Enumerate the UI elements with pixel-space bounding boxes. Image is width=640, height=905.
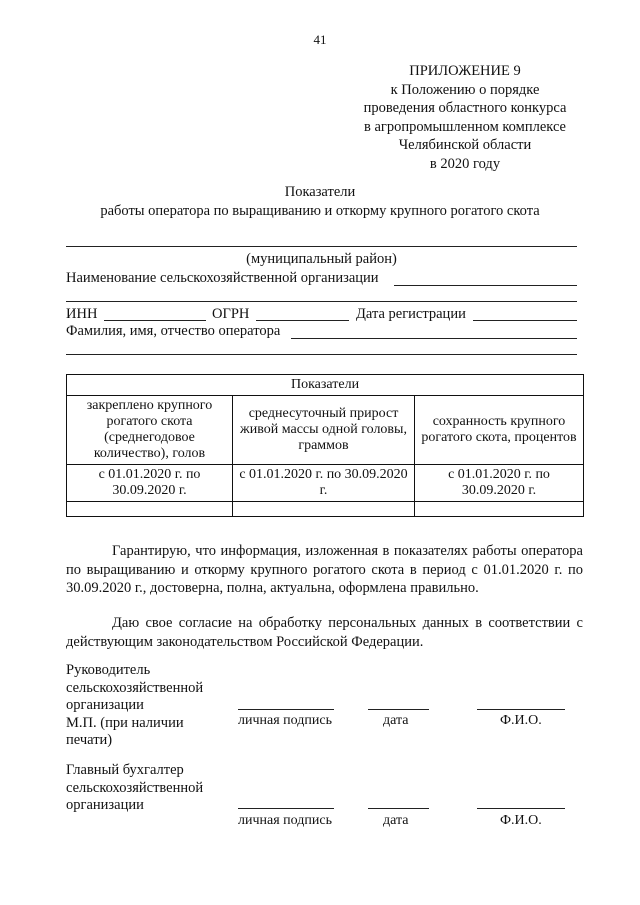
period-cell: с 01.01.2020 г. по 30.09.2020 г.	[415, 465, 584, 502]
column-cattle-count: закреплено крупного рогатого скота (среднегодовое количество), голов	[67, 396, 233, 465]
table-columns-row	[67, 396, 584, 465]
org-name-field[interactable]	[394, 285, 577, 286]
role-line: М.П. (при наличии	[66, 714, 184, 731]
column-survival-rate: сохранность крупного рогатого скота, процентов	[415, 396, 584, 465]
appendix-line: в агропромышленном комплексе	[363, 118, 566, 135]
ogrn-field[interactable]	[256, 320, 349, 321]
appendix-line: в 2020 году	[429, 155, 501, 172]
table-cell[interactable]	[67, 502, 233, 517]
district-caption: (муниципальный район)	[246, 251, 397, 267]
director-signature-line[interactable]	[238, 709, 334, 710]
director-date-line[interactable]	[368, 709, 429, 710]
district-blank-line[interactable]	[66, 246, 577, 247]
reg-date-label: Дата регистрации	[356, 306, 466, 322]
name-label: Ф.И.О.	[500, 813, 542, 828]
period-cell: с 01.01.2020 г. по 30.09.2020 г.	[233, 465, 415, 502]
date-label: дата	[383, 713, 409, 728]
role-line: организации	[66, 697, 144, 713]
role-line: сельскохозяйственной	[66, 779, 204, 796]
org-name-field-cont[interactable]	[66, 301, 577, 302]
indicators-table	[66, 374, 584, 517]
consent-paragraph: Даю свое согласие на обработку персональных данных в соответствии с действующим законодательством Российской Федерации.	[66, 615, 583, 650]
table-cell[interactable]	[233, 502, 415, 517]
role-line: Главный бухгалтер	[66, 762, 184, 778]
document-title-line1: Показатели	[284, 184, 356, 200]
org-name-label: Наименование сельскохозяйственной организации	[66, 270, 379, 286]
appendix-line: Челябинской области	[398, 137, 532, 153]
guarantee-paragraph: Гарантирую, что информация, изложенная в показателях работы оператора по выращиванию и откорму крупного рогатого скота в период с 01.01.2020 г. по 30.09.2020 г., достоверна, полна, актуальна, оформлена правильно.	[66, 543, 583, 596]
table-header: Показатели	[67, 375, 584, 396]
appendix-header	[320, 62, 610, 173]
date-label: дата	[383, 813, 409, 828]
accountant-date-line[interactable]	[368, 808, 429, 809]
accountant-signature-role	[66, 762, 203, 815]
appendix-line: к Положению о порядке	[390, 81, 540, 98]
table-period-row	[67, 465, 584, 502]
inn-field[interactable]	[104, 320, 206, 321]
director-signature-role	[66, 662, 203, 750]
role-line: организации	[66, 797, 144, 813]
period-cell: с 01.01.2020 г. по 30.09.2020 г.	[67, 465, 233, 502]
page-number: 41	[313, 32, 327, 47]
column-daily-gain: среднесуточный прирост живой массы одной головы, граммов	[233, 396, 415, 465]
director-name-line[interactable]	[477, 709, 565, 710]
accountant-name-line[interactable]	[477, 808, 565, 809]
name-label: Ф.И.О.	[500, 713, 542, 728]
role-line: печати)	[66, 732, 113, 748]
table-row	[67, 502, 584, 517]
document-title-line2: работы оператора по выращиванию и откорму крупного рогатого скота	[100, 203, 540, 219]
table-cell[interactable]	[415, 502, 584, 517]
table-header-row	[67, 375, 584, 396]
inn-label: ИНН	[66, 306, 98, 322]
ogrn-label: ОГРН	[212, 306, 250, 322]
sign-label: личная подпись	[238, 813, 332, 828]
operator-field-cont[interactable]	[66, 354, 577, 355]
role-line: Руководитель	[66, 662, 151, 678]
role-line: сельскохозяйственной	[66, 679, 204, 696]
accountant-signature-line[interactable]	[238, 808, 334, 809]
reg-date-field[interactable]	[473, 320, 577, 321]
appendix-line: проведения областного конкурса	[363, 100, 567, 116]
operator-field[interactable]	[291, 338, 577, 339]
appendix-title: ПРИЛОЖЕНИЕ 9	[409, 63, 521, 79]
operator-label: Фамилия, имя, отчество оператора	[66, 323, 281, 339]
sign-label: личная подпись	[238, 713, 332, 728]
document-title	[0, 183, 640, 221]
